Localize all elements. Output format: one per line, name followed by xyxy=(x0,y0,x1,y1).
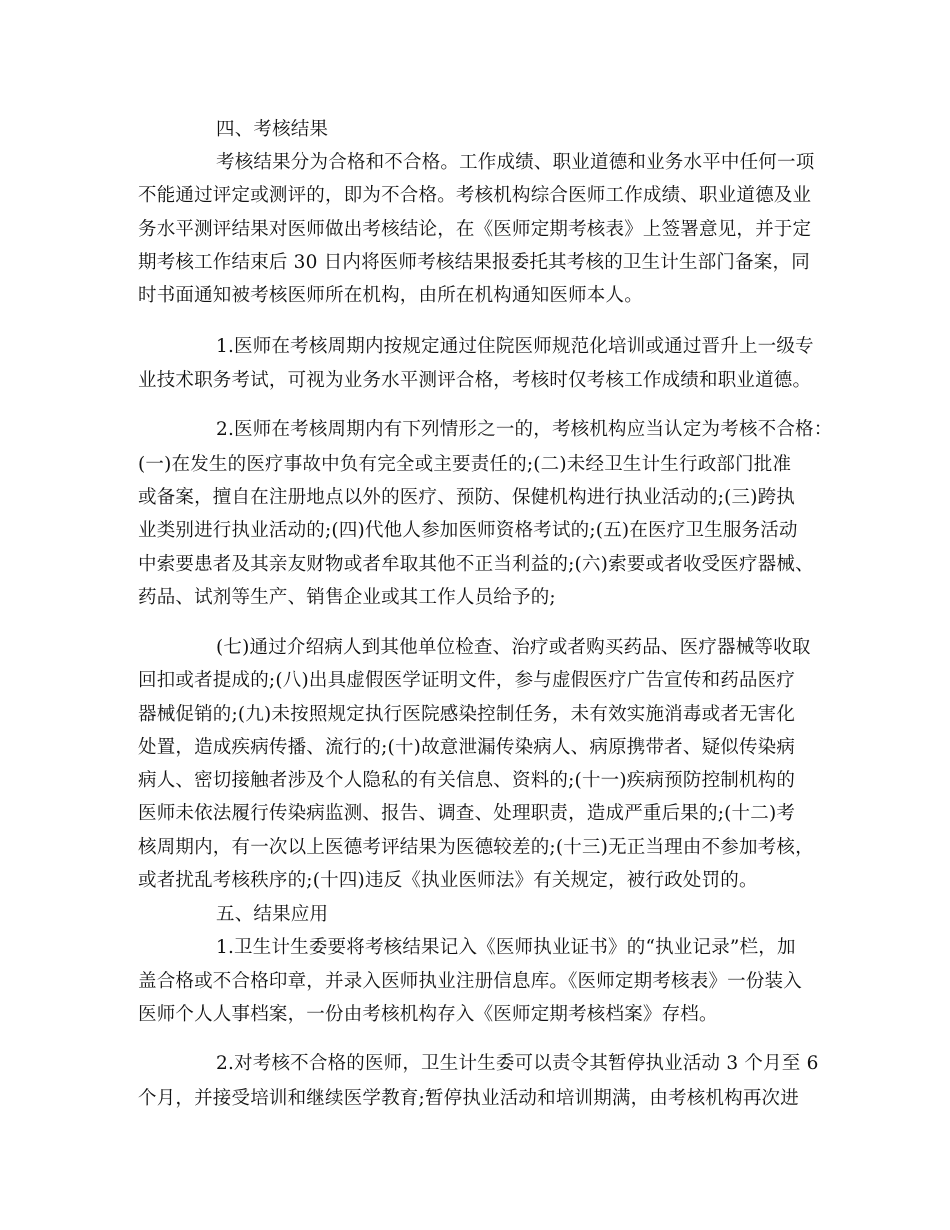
paragraph-line: 或者扰乱考核秩序的;(十四)违反《执业医师法》有关规定，被行政处罚的。 xyxy=(138,870,758,891)
section-heading: 四、考核结果 xyxy=(216,119,329,140)
paragraph-line: 业类别进行执业活动的;(四)代他人参加医师资格考试的;(五)在医疗卫生服务活动 xyxy=(138,520,798,541)
paragraph-line: 考核结果分为合格和不合格。工作成绩、职业道德和业务水平中任何一项 xyxy=(216,152,815,173)
paragraph-line: 或备案，擅自在注册地点以外的医疗、预防、保健机构进行执业活动的;(三)跨执 xyxy=(138,487,796,508)
paragraph-line: 时书面通知被考核医师所在机构，由所在机构通知医师本人。 xyxy=(138,285,643,306)
paragraph-line: 2.医师在考核周期内有下列情形之一的，考核机构应当认定为考核不合格： xyxy=(216,419,833,440)
paragraph-line: 1.卫生计生委要将考核结果记入《医师执业证书》的“执业记录”栏，加 xyxy=(216,937,796,958)
paragraph-line: 盖合格或不合格印章，并录入医师执业注册信息库。《医师定期考核表》一份装入 xyxy=(138,971,802,992)
paragraph-line: 医师个人人事档案，一份由考核机构存入《医师定期考核档案》存档。 xyxy=(138,1004,718,1025)
paragraph-line: 器械促销的;(九)未按照规定执行医院感染控制任务，未有效实施消毒或者无害化 xyxy=(138,704,796,725)
paragraph-line: 务水平测评结果对医师做出考核结论，在《医师定期考核表》上签署意见，并于定 xyxy=(138,219,812,240)
paragraph-line: 1.医师在考核周期内按规定通过住院医师规范化培训或通过晋升上一级专 xyxy=(216,336,814,357)
paragraph-line: (七)通过介绍病人到其他单位检查、治疗或者购买药品、医疗器械等收取 xyxy=(216,637,811,658)
paragraph-line: 核周期内，有一次以上医德考评结果为医德较差的;(十三)无正当理由不参加考核， xyxy=(138,837,814,858)
paragraph-line: 2.对考核不合格的医师，卫生计生委可以责令其暂停执业活动 3 个月至 6 xyxy=(216,1053,819,1074)
paragraph-line: 回扣或者提成的;(八)出具虚假医学证明文件，参与虚假医疗广告宣传和药品医疗 xyxy=(138,670,796,691)
paragraph-line: 医师未依法履行传染病监测、报告、调查、处理职责，造成严重后果的;(十二)考 xyxy=(138,803,796,824)
paragraph-line: (一)在发生的医疗事故中负有完全或主要责任的;(二)未经卫生计生行政部门批准 xyxy=(138,454,792,475)
paragraph-line: 中索要患者及其亲友财物或者牟取其他不正当利益的;(六)索要或者收受医疗器械、 xyxy=(138,554,814,575)
paragraph-line: 期考核工作结束后 30 日内将医师考核结果报委托其考核的卫生计生部门备案，同 xyxy=(138,252,810,273)
paragraph-line: 业技术职务考试，可视为业务水平测评合格，考核时仅考核工作成绩和职业道德。 xyxy=(138,370,812,391)
paragraph-line: 处置，造成疾病传播、流行的;(十)故意泄漏传染病人、病原携带者、疑似传染病 xyxy=(138,737,796,758)
paragraph-line: 药品、试剂等生产、销售企业或其工作人员给予的; xyxy=(138,587,556,608)
section-heading: 五、结果应用 xyxy=(216,904,329,925)
paragraph-line: 不能通过评定或测评的，即为不合格。考核机构综合医师工作成绩、职业道德及业 xyxy=(138,185,812,206)
paragraph-line: 个月，并接受培训和继续医学教育;暂停执业活动和培训期满，由考核机构再次进 xyxy=(138,1088,799,1109)
paragraph-line: 病人、密切接触者涉及个人隐私的有关信息、资料的;(十一)疾病预防控制机构的 xyxy=(138,770,796,791)
